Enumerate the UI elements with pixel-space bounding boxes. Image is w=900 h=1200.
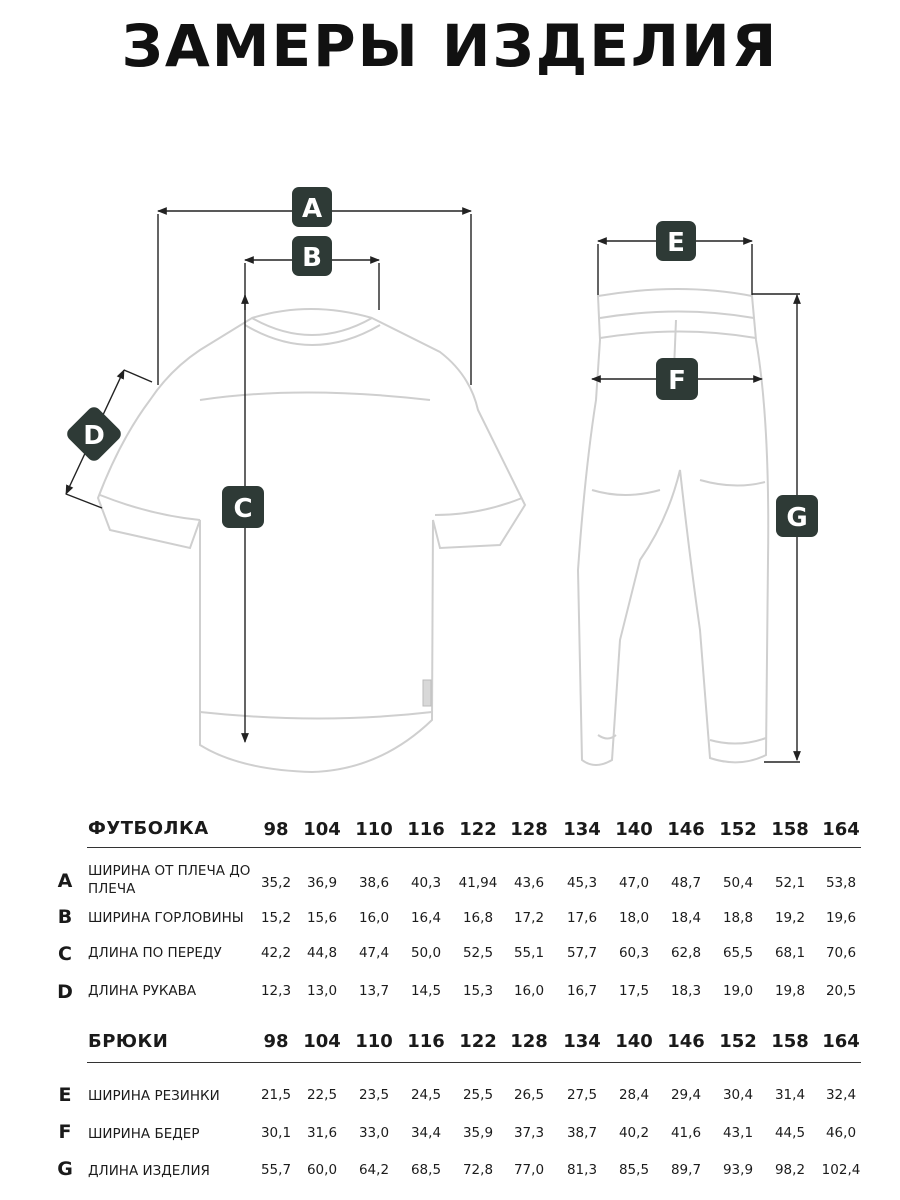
- svg-text:G: G: [786, 503, 808, 533]
- pants-size-3: 116: [407, 1031, 445, 1052]
- table-cell: 68,5: [410, 1162, 442, 1178]
- table-cell: 15,3: [462, 983, 494, 999]
- table-cell: 50,0: [410, 945, 442, 961]
- table-cell: 42,2: [260, 945, 292, 961]
- svg-text:C: C: [233, 494, 253, 524]
- row-label: ШИРИНА ОТ ПЛЕЧА ДО ПЛЕЧА: [88, 863, 251, 897]
- table-cell: 48,7: [670, 875, 702, 891]
- table-cell: 41,6: [670, 1125, 702, 1141]
- table-cell: 12,3: [260, 983, 292, 999]
- tag-c: [222, 486, 264, 528]
- table-cell: 93,9: [722, 1162, 754, 1178]
- table-cell: 35,2: [260, 875, 292, 891]
- row-letter: D: [57, 981, 73, 1003]
- pants-size-2: 110: [355, 1031, 393, 1052]
- table-cell: 13,0: [306, 983, 338, 999]
- tshirt-size-10: 158: [771, 819, 809, 840]
- tshirt-size-1: 104: [303, 819, 341, 840]
- table-cell: 18,4: [670, 910, 702, 926]
- table-cell: 57,7: [566, 945, 598, 961]
- svg-text:F: F: [668, 366, 686, 396]
- svg-text:D: D: [83, 421, 105, 451]
- table-cell: 22,5: [306, 1087, 338, 1103]
- table-cell: 19,8: [774, 983, 806, 999]
- table-cell: 37,3: [513, 1125, 545, 1141]
- table-cell: 44,5: [774, 1125, 806, 1141]
- table-cell: 47,4: [358, 945, 390, 961]
- table-cell: 89,7: [670, 1162, 702, 1178]
- tshirt-drawing: [98, 309, 525, 772]
- table-cell: 98,2: [774, 1162, 806, 1178]
- table-cell: 33,0: [358, 1125, 390, 1141]
- table-cell: 15,2: [260, 910, 292, 926]
- table-cell: 81,3: [566, 1162, 598, 1178]
- table-cell: 62,8: [670, 945, 702, 961]
- table-cell: 43,6: [513, 875, 545, 891]
- table-cell: 55,1: [513, 945, 545, 961]
- table-cell: 32,4: [825, 1087, 857, 1103]
- svg-text:A: A: [301, 194, 323, 224]
- tshirt-size-8: 146: [667, 819, 705, 840]
- tag-f: [656, 358, 698, 400]
- pants-size-7: 140: [615, 1031, 653, 1052]
- table-cell: 60,0: [306, 1162, 338, 1178]
- tag-a: [292, 187, 332, 227]
- table-cell: 60,3: [618, 945, 650, 961]
- table-cell: 46,0: [825, 1125, 857, 1141]
- tshirt-size-2: 110: [355, 819, 393, 840]
- table-cell: 19,6: [825, 910, 857, 926]
- pants-size-8: 146: [667, 1031, 705, 1052]
- table-cell: 38,7: [566, 1125, 598, 1141]
- table-cell: 64,2: [358, 1162, 390, 1178]
- tag-b: [292, 236, 332, 276]
- tag-g: [776, 495, 818, 537]
- table-cell: 34,4: [410, 1125, 442, 1141]
- table-cell: 21,5: [260, 1087, 292, 1103]
- table-cell: 18,0: [618, 910, 650, 926]
- table-cell: 26,5: [513, 1087, 545, 1103]
- table-cell: 41,94: [458, 875, 498, 891]
- tshirt-size-4: 122: [459, 819, 497, 840]
- table-cell: 29,4: [670, 1087, 702, 1103]
- tshirt-table-title: ФУТБОЛКА: [88, 818, 209, 839]
- pants-table-title: БРЮКИ: [88, 1031, 169, 1052]
- table-cell: 28,4: [618, 1087, 650, 1103]
- pants-size-9: 152: [719, 1031, 757, 1052]
- row-letter: E: [58, 1084, 72, 1106]
- svg-text:E: E: [667, 228, 685, 258]
- table-cell: 43,1: [722, 1125, 754, 1141]
- row-label: ДЛИНА ИЗДЕЛИЯ: [88, 1163, 210, 1179]
- table-cell: 13,7: [358, 983, 390, 999]
- row-letter: C: [58, 943, 72, 965]
- table-cell: 30,1: [260, 1125, 292, 1141]
- table-cell: 16,0: [358, 910, 390, 926]
- table-cell: 53,8: [825, 875, 857, 891]
- table-cell: 65,5: [722, 945, 754, 961]
- table-cell: 102,4: [821, 1162, 861, 1178]
- tshirt-size-7: 140: [615, 819, 653, 840]
- table-cell: 52,1: [774, 875, 806, 891]
- row-label: ШИРИНА БЕДЕР: [88, 1126, 200, 1142]
- table-cell: 31,4: [774, 1087, 806, 1103]
- pants-size-5: 128: [510, 1031, 548, 1052]
- table-cell: 17,5: [618, 983, 650, 999]
- row-letter: G: [57, 1158, 73, 1180]
- row-letter: A: [57, 870, 73, 892]
- table-cell: 72,8: [462, 1162, 494, 1178]
- tshirt-size-3: 116: [407, 819, 445, 840]
- pants-divider: [87, 1062, 861, 1063]
- tshirt-size-11: 164: [822, 819, 860, 840]
- table-cell: 16,8: [462, 910, 494, 926]
- table-cell: 17,2: [513, 910, 545, 926]
- pants-size-10: 158: [771, 1031, 809, 1052]
- page-title: ЗАМЕРЫ ИЗДЕЛИЯ: [121, 12, 779, 80]
- table-cell: 40,2: [618, 1125, 650, 1141]
- table-cell: 40,3: [410, 875, 442, 891]
- pants-size-4: 122: [459, 1031, 497, 1052]
- row-label: ШИРИНА РЕЗИНКИ: [88, 1088, 220, 1104]
- table-cell: 24,5: [410, 1087, 442, 1103]
- row-label: ДЛИНА ПО ПЕРЕДУ: [88, 945, 222, 961]
- table-cell: 19,2: [774, 910, 806, 926]
- table-cell: 68,1: [774, 945, 806, 961]
- table-cell: 27,5: [566, 1087, 598, 1103]
- table-cell: 55,7: [260, 1162, 292, 1178]
- pants-size-6: 134: [563, 1031, 601, 1052]
- table-cell: 36,9: [306, 875, 338, 891]
- table-cell: 16,7: [566, 983, 598, 999]
- table-cell: 85,5: [618, 1162, 650, 1178]
- tshirt-size-9: 152: [719, 819, 757, 840]
- table-cell: 19,0: [722, 983, 754, 999]
- tag-e: [656, 221, 696, 261]
- row-letter: B: [57, 906, 73, 928]
- table-cell: 17,6: [566, 910, 598, 926]
- tshirt-size-5: 128: [510, 819, 548, 840]
- table-cell: 47,0: [618, 875, 650, 891]
- row-label: ДЛИНА РУКАВА: [88, 983, 197, 999]
- table-cell: 18,8: [722, 910, 754, 926]
- pants-size-1: 104: [303, 1031, 341, 1052]
- pants-size-11: 164: [822, 1031, 860, 1052]
- table-cell: 16,0: [513, 983, 545, 999]
- svg-text:B: B: [302, 243, 322, 273]
- table-cell: 45,3: [566, 875, 598, 891]
- table-cell: 38,6: [358, 875, 390, 891]
- table-cell: 15,6: [306, 910, 338, 926]
- table-cell: 16,4: [410, 910, 442, 926]
- table-cell: 70,6: [825, 945, 857, 961]
- table-cell: 44,8: [306, 945, 338, 961]
- pants-size-0: 98: [263, 1031, 289, 1052]
- table-cell: 20,5: [825, 983, 857, 999]
- table-cell: 35,9: [462, 1125, 494, 1141]
- table-cell: 52,5: [462, 945, 494, 961]
- table-cell: 23,5: [358, 1087, 390, 1103]
- table-cell: 30,4: [722, 1087, 754, 1103]
- row-letter: F: [58, 1121, 72, 1143]
- tshirt-size-6: 134: [563, 819, 601, 840]
- table-cell: 31,6: [306, 1125, 338, 1141]
- table-cell: 14,5: [410, 983, 442, 999]
- row-label: ШИРИНА ГОРЛОВИНЫ: [88, 910, 244, 926]
- table-cell: 50,4: [722, 875, 754, 891]
- tshirt-size-0: 98: [263, 819, 289, 840]
- tshirt-divider: [87, 847, 861, 848]
- tag-d: [64, 404, 123, 463]
- table-cell: 18,3: [670, 983, 702, 999]
- table-cell: 77,0: [513, 1162, 545, 1178]
- table-cell: 25,5: [462, 1087, 494, 1103]
